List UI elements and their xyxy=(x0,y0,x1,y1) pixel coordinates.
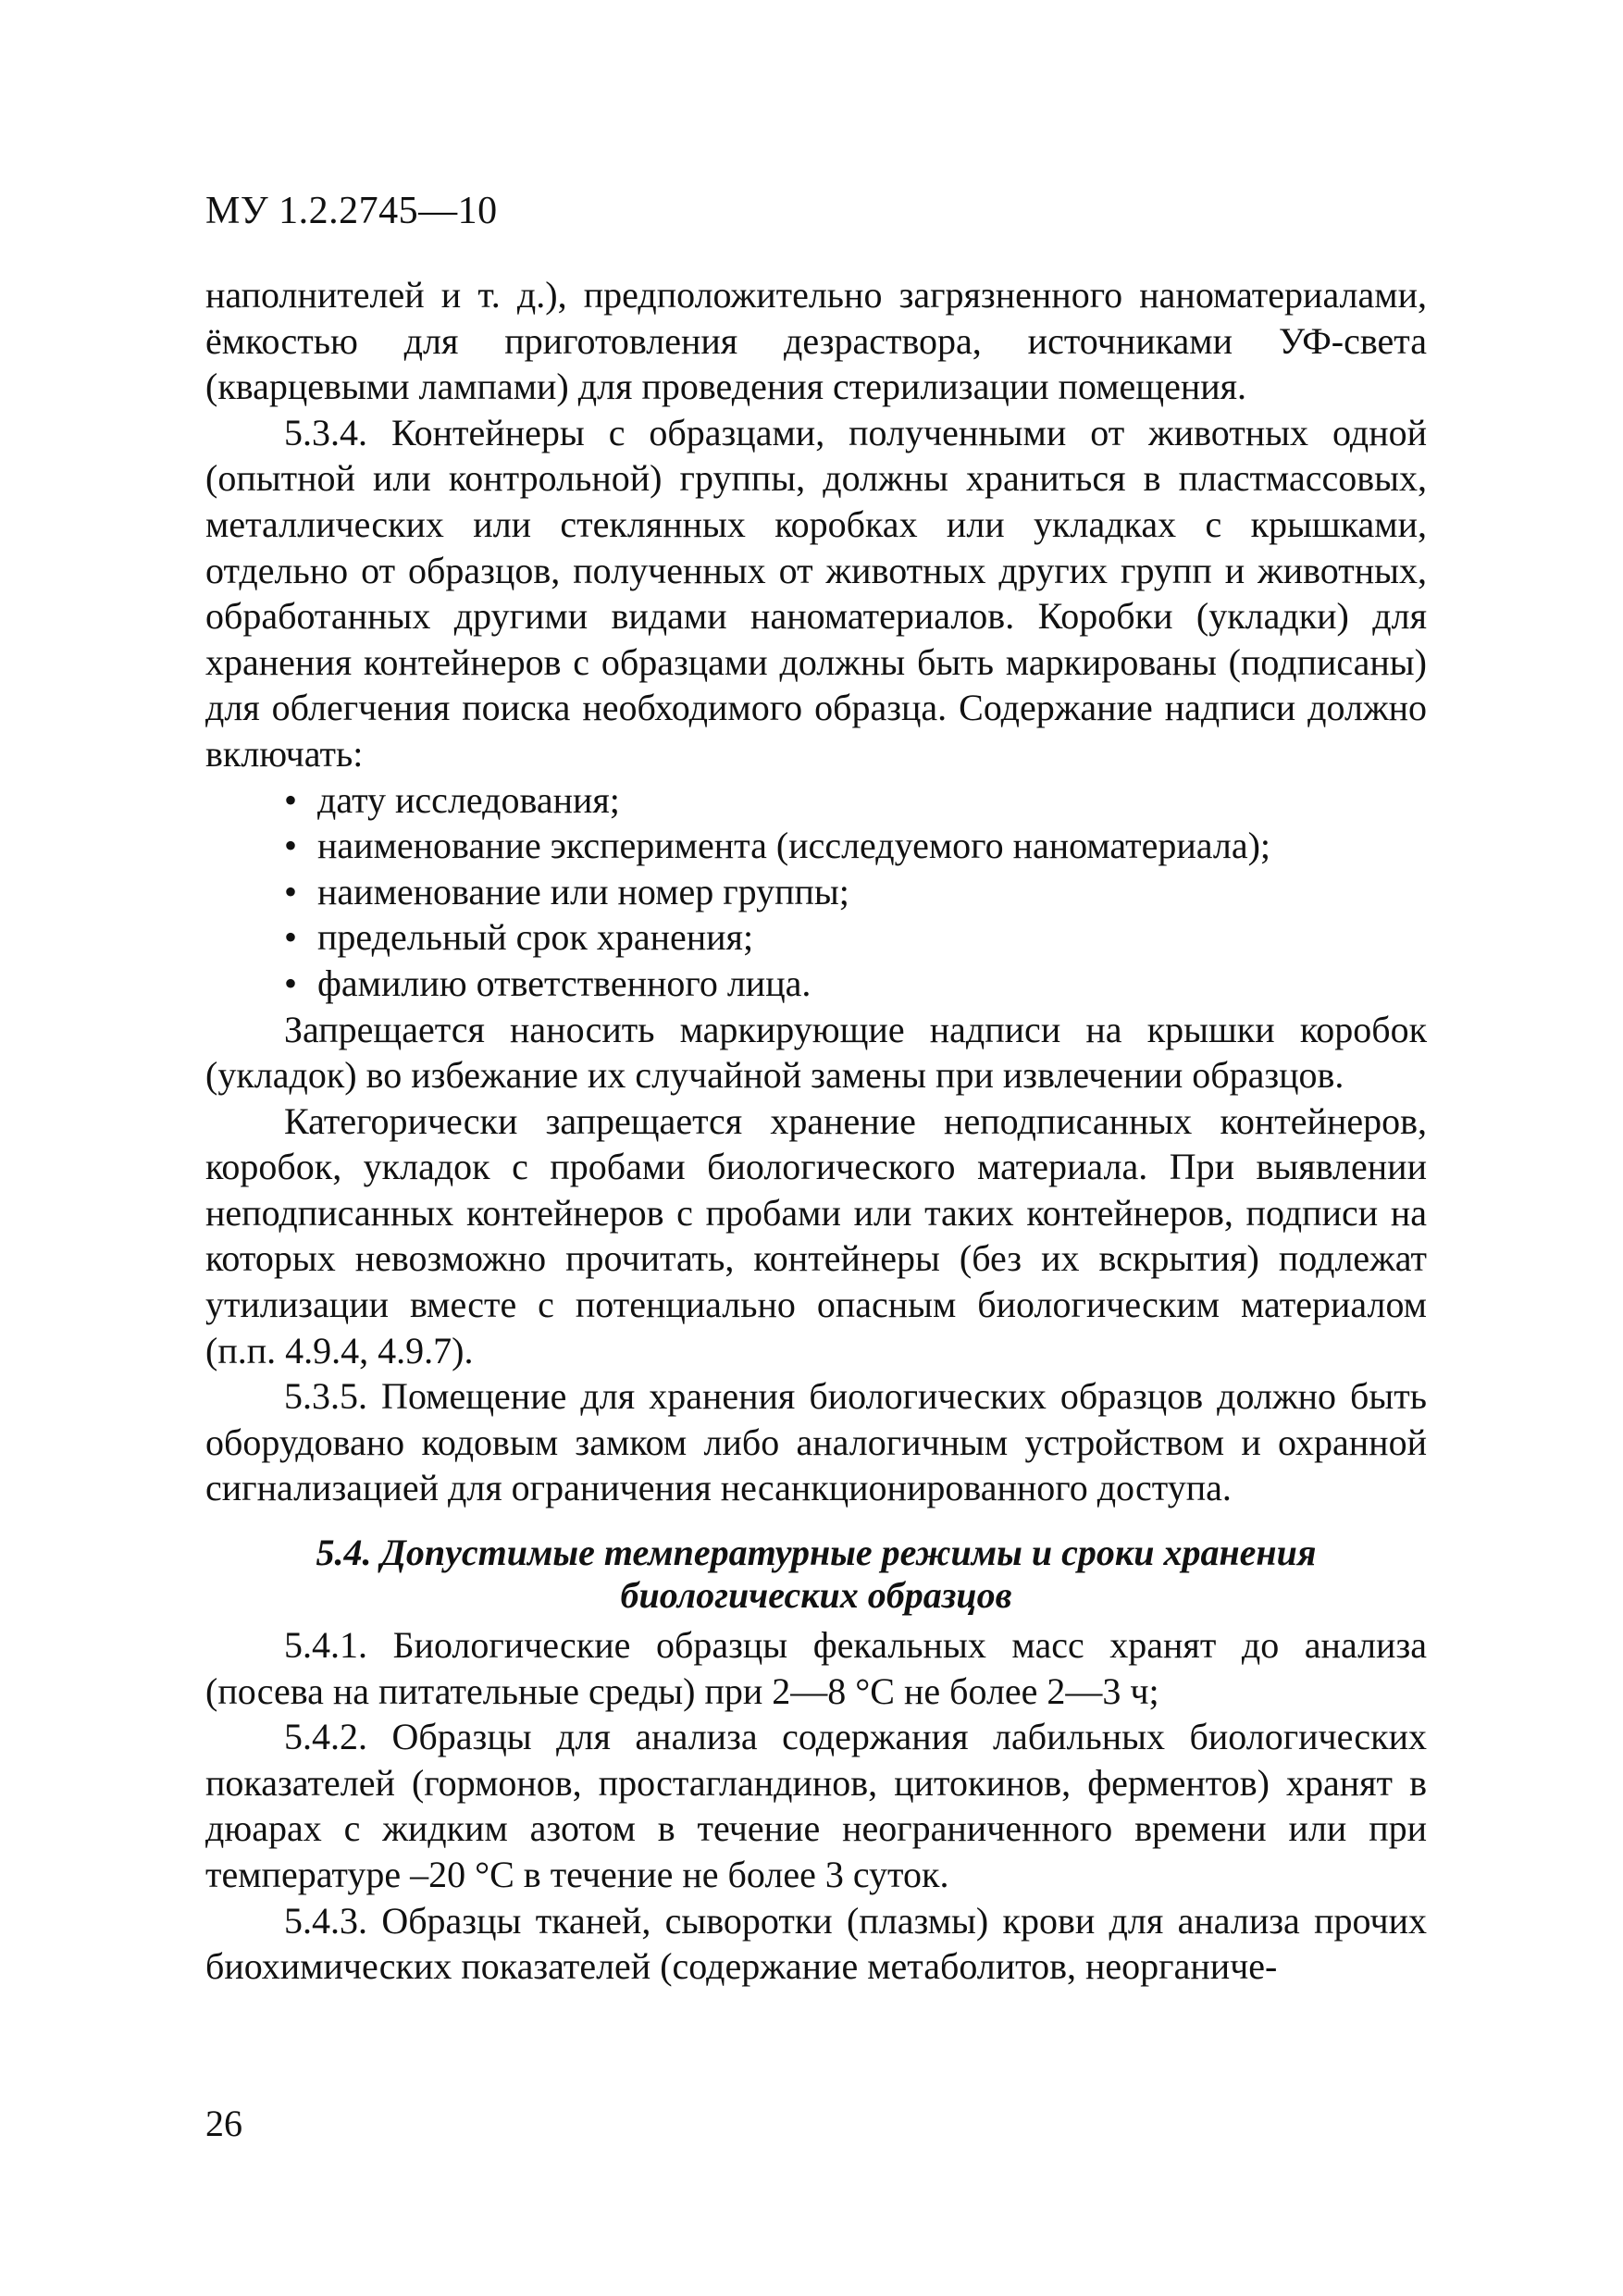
paragraph-lid-marking-prohibition: Запрещается наносить маркирующие надписи на крышки коробок (укладок) во избежание их случайной замены при извлечении образцов. xyxy=(205,1008,1427,1097)
label-contents-list xyxy=(205,777,1427,1007)
page-number: 26 xyxy=(205,2103,242,2144)
list-item xyxy=(205,914,1427,961)
bullet-icon: • xyxy=(284,870,298,912)
paragraph-continued: наполнителей и т. д.), предположительно загрязненного наноматериалами, ёмкостью для приготовления дезраствора, источниками УФ-света (кварцевыми лампами) для проведения стерилизации помещения. xyxy=(205,274,1427,408)
list-item xyxy=(205,777,1427,824)
paragraph-5-3-4: 5.3.4. Контейнеры с образцами, полученными от животных одной (опытной или контрольной) группы, должны храниться в пластмассовых, металлических или стеклянных коробках или укладках с крышками, отдельно от образцов, полученных от животных других групп и животных, обработанных другими видами наноматериалов. Коробки (укладки) для хранения контейнеров с образцами должны быть маркированы (подписаны) для облегчения поиска необходимого образца. Содержание надписи должно включать: xyxy=(205,411,1427,775)
list-item-text: наименование эксперимента (исследуемого наноматериала); xyxy=(317,825,1271,867)
list-item xyxy=(205,823,1427,869)
bullet-icon: • xyxy=(284,962,298,1004)
paragraph-5-4-2: 5.4.2. Образцы для анализа содержания лабильных биологических показателей (гормонов, простагландинов, цитокинов, ферментов) хранят в дюарах с жидким азотом в течение неограниченного времени или при температуре –20 °С в течение не более 3 суток. xyxy=(205,1716,1427,1895)
list-item xyxy=(205,961,1427,1007)
list-item-text: предельный срок хранения; xyxy=(317,916,754,959)
bullet-icon: • xyxy=(284,825,298,867)
bullet-icon: • xyxy=(284,916,298,959)
list-item-text: дату исследования; xyxy=(317,778,620,821)
list-item xyxy=(205,869,1427,915)
section-heading-5-4 xyxy=(205,1532,1427,1617)
paragraph-5-4-3: 5.4.3. Образцы тканей, сыворотки (плазмы) крови для анализа прочих биохимических показателей (содержание метаболитов, неорганиче- xyxy=(205,1899,1427,1988)
list-item-text: фамилию ответственного лица. xyxy=(317,962,812,1004)
document-body xyxy=(205,272,1427,1990)
section-heading-line-1: 5.4. Допустимые температурные режимы и сроки хранения xyxy=(316,1532,1317,1574)
paragraph-unsigned-containers-prohibition: Категорически запрещается хранение неподписанных контейнеров, коробок, укладок с пробами биологического материала. При выявлении неподписанных контейнеров с пробами или таких контейнеров, подписи на которых невозможно прочитать, контейнеры (без их вскрытия) подлежат утилизации вместе с потенциально опасным биологическим материалом (п.п. 4.9.4, 4.9.7). xyxy=(205,1099,1427,1371)
bullet-icon: • xyxy=(284,778,298,821)
section-heading-line-2: биологических образцов xyxy=(620,1574,1012,1617)
paragraph-5-3-5: 5.3.5. Помещение для хранения биологических образцов должно быть оборудовано кодовым замком либо аналогичным устройством и охранной сигнализацией для ограничения несанкционированного доступа. xyxy=(205,1375,1427,1509)
paragraph-5-4-1: 5.4.1. Биологические образцы фекальных масс хранят до анализа (посева на питательные среды) при 2—8 °С не более 2—3 ч; xyxy=(205,1624,1427,1712)
list-item-text: наименование или номер группы; xyxy=(317,870,849,912)
document-code-header: МУ 1.2.2745—10 xyxy=(205,190,498,232)
